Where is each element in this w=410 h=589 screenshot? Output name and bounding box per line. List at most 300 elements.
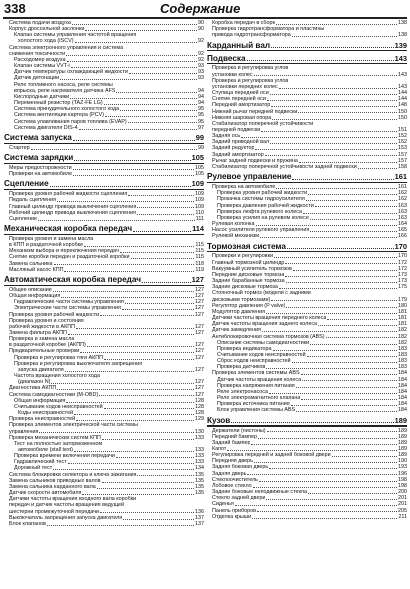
section-title: Система зарядки: [4, 153, 74, 163]
entry-title: Проверка и регулировка выключателя запрещения: [14, 360, 143, 367]
dot-leader: [76, 328, 194, 329]
entry-title: Задние боковые неподвижные стекла: [212, 489, 308, 496]
entry-title: Стартер: [9, 144, 30, 151]
entry-page-number: 138: [398, 20, 407, 26]
entry-title: Задние барабанные тормоза: [212, 278, 285, 285]
entry-title: Регулировка передней и задней боковой двери: [212, 452, 331, 459]
entry-title: Главный цилиндр привода выключения сцепления: [9, 203, 137, 210]
dot-leader: [137, 214, 194, 215]
toc-section-heading: [207, 41, 407, 51]
entry-page-number: 173: [398, 278, 407, 285]
entry-page-number: 201: [398, 501, 407, 508]
entry-page-number: 193: [398, 464, 407, 471]
dot-leader: [53, 291, 194, 292]
entry-title: Передний амортизатор: [212, 102, 271, 109]
entry-page-number: 127: [195, 293, 204, 300]
entry-title: Система подачи воздуха: [9, 20, 71, 26]
dot-leader: [99, 395, 194, 396]
entry-page-number: 189: [398, 433, 407, 440]
entry-title: Проверка времени включения передачи: [14, 453, 115, 460]
dot-leader: [73, 175, 194, 176]
entry-page-number: 170: [398, 253, 407, 260]
entry-title: Проверка и регулировка тяги АКПП: [14, 354, 104, 361]
dot-leader: [326, 337, 397, 338]
dot-leader: [116, 92, 197, 93]
entry-page-number: 128: [195, 403, 204, 410]
entry-page-number: 111: [195, 215, 204, 222]
entry-page-number: 105: [195, 164, 204, 171]
entry-title: Проверка гидротрансформатора и пластины: [212, 26, 325, 33]
entry-title: привода гидротрансформатора: [212, 32, 291, 39]
dot-leader: [100, 315, 194, 316]
entry-page-number: 184: [398, 395, 407, 402]
entry-title: Кислородные датчики: [14, 93, 70, 100]
entry-title: Проверка датчиков: [217, 364, 266, 371]
entry-title: (диапазон N): [18, 379, 51, 386]
dot-leader: [252, 518, 397, 519]
entry-page-number: 127: [195, 391, 204, 398]
entry-title: Общая информация: [9, 293, 61, 300]
toc-right-column: [207, 20, 407, 520]
dot-leader: [231, 422, 393, 423]
entry-title: Описание системы самодиагностики: [217, 339, 310, 346]
toc-entry: [4, 171, 204, 177]
dot-leader: [102, 482, 194, 483]
dot-leader: [266, 368, 397, 369]
toc-entry: [4, 125, 204, 131]
entry-page-number: 93: [198, 69, 204, 76]
entry-title: Передние дисковые тормоза: [212, 271, 285, 278]
page-number: 338: [4, 1, 26, 16]
entry-title: Нижний рычаг передней подвески: [212, 108, 298, 115]
entry-title: Гидравлические части системы управления: [14, 299, 124, 306]
entry-title: автомобиле (stall test): [18, 446, 73, 453]
dot-leader: [61, 297, 194, 298]
entry-page-number: 173: [398, 271, 407, 278]
entry-title: Антиблокировочная система тормозов (ABS): [212, 333, 325, 340]
entry-title: Ступица передней оси: [212, 90, 269, 97]
entry-page-number: 92: [198, 38, 204, 45]
entry-page-number: 205: [398, 507, 407, 514]
entry-title: Гидравлический тест: [14, 459, 67, 466]
dot-leader: [68, 334, 194, 335]
entry-title: холостого хода (ISCV): [18, 38, 74, 45]
dot-leader: [67, 61, 197, 62]
entry-page-number: 138: [398, 32, 407, 39]
entry-title: Проверка уровня и замена масла: [9, 236, 94, 242]
dot-leader: [38, 220, 195, 221]
dot-leader: [292, 179, 393, 180]
toc-entry: [207, 514, 407, 520]
dot-leader: [315, 206, 397, 207]
entry-title: Замена сальника карданного вала: [9, 483, 96, 490]
entry-page-number: 129: [195, 416, 204, 423]
entry-title: Проверка и замена масла: [9, 336, 75, 343]
dot-leader: [64, 271, 194, 272]
entry-title: Отделка крыши: [212, 513, 252, 520]
dot-leader: [272, 119, 397, 120]
dot-leader: [306, 200, 397, 201]
dot-leader: [251, 444, 397, 445]
entry-title: Предварительные проверки: [9, 348, 80, 355]
entry-title: Проверка уровня и состояния: [9, 317, 84, 324]
entry-page-number: 93: [198, 63, 204, 70]
dot-leader: [137, 475, 194, 476]
dot-leader: [54, 264, 195, 265]
entry-page-number: 181: [398, 315, 407, 322]
entry-title: в КПП и раздаточной коробке: [9, 242, 84, 249]
section-rule: [4, 163, 204, 164]
entry-page-number: 175: [398, 284, 407, 291]
entry-title: Рулевая колонка: [212, 221, 255, 228]
entry-page-number: 182: [398, 327, 407, 334]
entry-page-number: 127: [195, 366, 204, 373]
entry-page-number: 162: [398, 196, 407, 203]
dot-leader: [120, 252, 195, 253]
entry-page-number: 153: [398, 145, 407, 152]
entry-page-number: 201: [398, 495, 407, 502]
entry-page-number: 196: [398, 470, 407, 477]
entry-page-number: 183: [398, 345, 407, 352]
entry-page-number: 184: [398, 407, 407, 414]
dot-leader: [75, 42, 198, 43]
entry-title: Проверка люфта рулевого колеса: [217, 208, 302, 215]
entry-title: Механизм выбора и переключения передач: [9, 248, 119, 255]
entry-page-number: 183: [398, 358, 407, 365]
dot-leader: [301, 399, 397, 400]
entry-title: Модулятор давления: [212, 308, 266, 315]
entry-page-number: 190: [398, 458, 407, 465]
dot-leader: [51, 383, 194, 384]
dot-leader: [308, 493, 397, 494]
entry-page-number: 163: [398, 208, 407, 215]
entry-page-number: 172: [398, 265, 407, 272]
dot-leader: [76, 420, 194, 421]
dot-leader: [276, 24, 397, 25]
dot-leader: [273, 350, 397, 351]
dot-leader: [292, 362, 397, 363]
entry-page-number: 133: [195, 453, 204, 460]
entry-title: в раздаточной коробке (АКПП): [9, 342, 86, 349]
dot-leader: [72, 24, 197, 25]
entry-title: Корпус дроссельной заслонки: [9, 26, 85, 33]
section-page-number: 105: [191, 153, 204, 163]
dot-leader: [50, 186, 191, 187]
entry-title: Сброс кодов неисправностей: [217, 358, 291, 365]
toc-section-heading: [207, 172, 407, 182]
toc-section-heading: [207, 416, 407, 426]
entry-page-number: 183: [398, 364, 407, 371]
dot-leader: [142, 282, 191, 283]
dot-leader: [274, 257, 397, 258]
entry-title: Панель приборов: [212, 507, 256, 514]
dot-leader: [87, 346, 194, 347]
entry-title: Клапан системы управления частотой вращения: [14, 32, 137, 39]
dot-leader: [122, 309, 194, 310]
entry-title: Передний бампер: [212, 433, 257, 440]
entry-page-number: 130: [195, 428, 204, 435]
entry-title: впрыска, реле нагревателя датчика AFS: [14, 87, 116, 94]
dot-leader: [291, 405, 397, 406]
entry-title: Датчик частоты вращения заднего колеса: [212, 321, 318, 328]
section-rule: [207, 63, 407, 64]
dot-leader: [296, 387, 397, 388]
dot-leader: [104, 408, 194, 409]
section-rule: [4, 285, 204, 286]
dot-leader: [307, 356, 397, 357]
entry-title: Задний редуктор: [212, 145, 255, 152]
toc-entry: [4, 145, 204, 151]
dot-leader: [82, 494, 194, 495]
entry-title: передней подвески: [212, 127, 261, 133]
entry-title: рабочей жидкости в АКПП: [9, 323, 75, 330]
entry-title: Датчик частоты вращения колеса: [217, 376, 302, 383]
entry-title: Замена сальника: [9, 260, 53, 267]
dot-leader: [270, 94, 397, 95]
entry-title: Датчик скорости автомобиля: [9, 490, 82, 497]
dot-leader: [74, 451, 194, 452]
dot-leader: [327, 319, 397, 320]
dot-leader: [102, 439, 194, 440]
entry-page-number: 189: [398, 452, 407, 459]
entry-title: Проверка индикатора: [217, 345, 272, 352]
dot-leader: [266, 499, 397, 500]
dot-leader: [47, 525, 194, 526]
dot-leader: [286, 282, 397, 283]
entry-page-number: 118: [195, 260, 204, 267]
dot-leader: [247, 60, 394, 61]
entry-title: Меры предосторожности: [9, 164, 72, 171]
entry-title: Задний приводной вал: [212, 139, 270, 146]
entry-title: Проверка напряжения питания: [217, 382, 295, 389]
entry-title: Блок клапанов: [9, 520, 46, 527]
dot-leader: [296, 411, 397, 412]
entry-page-number: 148: [398, 102, 407, 109]
dot-leader: [254, 462, 397, 463]
entry-title: Держатели (пистоны): [212, 427, 266, 434]
section-title: Карданный вал: [207, 40, 271, 50]
entry-title: Лобовое стекло: [212, 482, 252, 489]
dot-leader: [253, 487, 397, 488]
dot-leader: [358, 168, 397, 169]
dot-leader: [235, 505, 397, 506]
entry-page-number: 127: [195, 330, 204, 337]
entry-page-number: 95: [198, 106, 204, 113]
entry-title: Педаль сцепления: [9, 197, 57, 204]
dot-leader: [100, 512, 194, 513]
dot-leader: [39, 432, 194, 433]
dot-leader: [267, 431, 398, 432]
section-title: Рулевое управление: [207, 172, 292, 182]
entry-title: Сцепление: [9, 215, 37, 222]
entry-title: Проверка элементов электрической части системы: [9, 422, 138, 429]
entry-title: Система принудительного холостого хода: [14, 106, 120, 113]
toc-section-heading: [4, 133, 204, 143]
entry-title: Реле электромагнитного клапана: [217, 395, 301, 402]
entry-page-number: 181: [398, 308, 407, 315]
dot-leader: [286, 307, 397, 308]
dot-leader: [270, 143, 397, 144]
entry-title: запуска двигателя: [18, 366, 64, 373]
dot-leader: [276, 188, 397, 189]
dot-leader: [298, 112, 397, 113]
entry-title: Датчик температуры охлаждающей жидкости: [14, 69, 128, 76]
entry-page-number: 180: [398, 302, 407, 309]
entry-page-number: 93: [198, 75, 204, 82]
entry-title: Задняя ось: [212, 133, 241, 140]
entry-page-number: 119: [195, 266, 204, 273]
entry-title: Насос усилителя рулевого управления: [212, 227, 310, 234]
entry-page-number: 143: [398, 71, 407, 78]
entry-page-number: 92: [198, 56, 204, 63]
toc-entry: [4, 267, 204, 273]
entry-title: Система двигателя DIS-4: [14, 124, 78, 131]
entry-title: Проверка на автомобиле: [212, 184, 276, 191]
section-title: Автоматическая коробка передач: [4, 275, 141, 285]
dot-leader: [271, 47, 394, 48]
toc-entry: [207, 407, 407, 413]
entry-page-number: 127: [195, 348, 204, 355]
entry-title: Датчик замедления: [212, 327, 261, 334]
entry-page-number: 109: [195, 203, 204, 210]
dot-leader: [53, 469, 194, 470]
entry-page-number: 97: [198, 124, 204, 131]
dot-leader: [74, 414, 194, 415]
entry-page-number: 198: [398, 476, 407, 483]
section-title: Механическая коробка передач: [4, 224, 133, 234]
entry-page-number: 95: [198, 118, 204, 125]
entry-page-number: 184: [398, 376, 407, 383]
entry-title: Стояночный тормоз (модели с задними: [212, 290, 311, 297]
entry-page-number: 127: [195, 379, 204, 386]
toc-section-heading: [4, 153, 204, 163]
section-page-number: 143: [394, 53, 407, 63]
entry-title: Переменный резистор (TAZ-FE LG): [14, 100, 103, 107]
entry-page-number: 189: [398, 445, 407, 452]
section-page-number: 114: [192, 224, 204, 234]
dot-leader: [310, 344, 397, 345]
entry-title: Расходомер воздуха: [14, 56, 66, 63]
entry-title: Система электронного управления и система: [9, 44, 124, 51]
entry-title: Система самодиагностики (M-OBD): [9, 391, 99, 398]
dot-leader: [137, 207, 194, 208]
entry-page-number: 115: [195, 248, 204, 255]
dot-leader: [303, 213, 397, 214]
page-title: Содержание: [160, 1, 241, 16]
toc-section-heading: [4, 224, 204, 234]
entry-title: Реле топливного насоса, реле системы: [14, 81, 113, 88]
entry-title: Система улавливания паров топлива (EVAP): [14, 118, 127, 125]
dot-leader: [279, 288, 397, 289]
entry-page-number: 95: [198, 112, 204, 119]
dot-leader: [71, 67, 197, 68]
entry-title: управления: [9, 428, 39, 435]
entry-page-number: 127: [195, 286, 204, 293]
entry-title: Проверка неисправностей: [9, 416, 76, 423]
toc-section-heading: [4, 275, 204, 285]
entry-page-number: 150: [398, 108, 407, 115]
dot-leader: [255, 149, 397, 150]
toc-left-column: [4, 20, 204, 527]
section-title: Кузов: [207, 415, 231, 425]
header-rule: [3, 17, 407, 19]
entry-page-number: 94: [198, 100, 204, 107]
dot-leader: [302, 380, 397, 381]
page-header: [0, 0, 410, 18]
entry-title: Проверка и регулировка углов: [212, 65, 289, 72]
dot-leader: [266, 313, 397, 314]
toc-entry: [4, 216, 204, 222]
dot-leader: [269, 393, 397, 394]
section-page-number: 170: [394, 241, 407, 251]
dot-leader: [257, 511, 397, 512]
dot-leader: [285, 276, 397, 277]
entry-title: Проверка и регулировка углов: [212, 77, 289, 84]
entry-page-number: 134: [195, 465, 204, 472]
dot-leader: [57, 389, 194, 390]
section-page-number: 189: [394, 415, 407, 425]
entry-page-number: 181: [398, 321, 407, 328]
entry-title: Рулевой механизм: [212, 233, 260, 240]
dot-leader: [271, 106, 397, 107]
entry-title: снижения токсичности: [9, 50, 66, 57]
dot-leader: [105, 116, 197, 117]
entry-title: Масляный насос КПП: [9, 266, 64, 273]
entry-page-number: 127: [195, 311, 204, 318]
dot-leader: [262, 331, 397, 332]
dot-leader: [65, 371, 194, 372]
entry-page-number: 99: [198, 144, 204, 151]
dot-leader: [247, 474, 397, 475]
dot-leader: [85, 30, 197, 31]
entry-title: Задний амортизатор: [212, 151, 264, 158]
entry-page-number: 127: [195, 342, 204, 349]
entry-title: передач и датчик частоты вращения ведущей: [9, 502, 124, 509]
dot-leader: [84, 246, 194, 247]
entry-title: Снятие передней оси: [212, 96, 266, 103]
entry-page-number: 136: [195, 508, 204, 515]
dot-leader: [279, 88, 397, 89]
entry-page-number: 143: [398, 83, 407, 90]
section-title: Подвеска: [207, 53, 246, 63]
dot-leader: [70, 98, 197, 99]
entry-title: Система вентиляции картера (PCV): [14, 112, 105, 119]
entry-page-number: 211: [398, 513, 407, 520]
entry-title: Сиденья: [212, 501, 234, 508]
entry-page-number: 158: [398, 163, 407, 170]
entry-page-number: 189: [398, 439, 407, 446]
entry-page-number: 135: [195, 477, 204, 484]
entry-title: Реле электронасоса: [217, 388, 268, 395]
dot-leader: [60, 79, 197, 80]
entry-page-number: 115: [195, 254, 204, 261]
entry-title: Клапан системы VVT-i: [14, 63, 70, 70]
dot-leader: [308, 194, 397, 195]
entry-title: Тест на полностью заторможенном: [14, 440, 103, 447]
dot-leader: [256, 225, 398, 226]
entry-title: Электрические части системы управления: [14, 305, 121, 312]
section-page-number: 99: [195, 133, 204, 142]
dot-leader: [318, 325, 397, 326]
entry-title: Стабилизатор поперечной устойчивости: [212, 120, 314, 127]
section-rule: [4, 234, 204, 235]
dot-leader: [128, 122, 197, 123]
entry-title: Задний бампер: [212, 439, 251, 446]
entry-page-number: 152: [398, 133, 407, 140]
section-page-number: 161: [394, 172, 407, 182]
entry-page-number: 157: [398, 151, 407, 158]
dot-leader: [68, 463, 194, 464]
